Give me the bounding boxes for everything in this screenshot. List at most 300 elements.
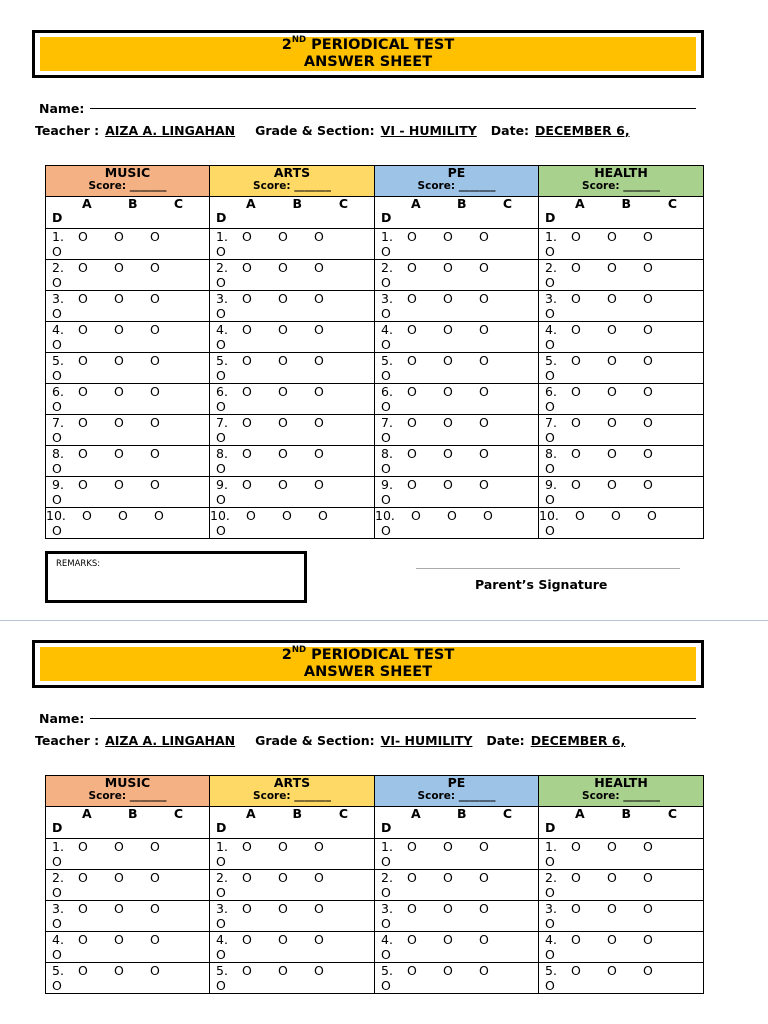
answer-bubbles [46, 446, 209, 461]
answer-bubble[interactable]: O [571, 291, 581, 306]
answer-bubble[interactable]: O [150, 477, 160, 492]
answer-bubble[interactable]: O [643, 839, 653, 854]
answer-bubble[interactable]: O [611, 508, 621, 523]
answer-bubble-d[interactable]: O [381, 337, 391, 352]
answer-bubble[interactable]: O [314, 322, 324, 337]
answer-item [375, 870, 539, 901]
item-number: 5. [545, 963, 557, 978]
answer-bubble[interactable]: O [643, 415, 653, 430]
answer-bubble-d[interactable]: O [52, 368, 62, 383]
answer-bubble[interactable]: O [443, 839, 453, 854]
answer-bubble[interactable]: O [118, 508, 128, 523]
answer-bubble[interactable]: O [443, 932, 453, 947]
answer-bubble[interactable]: O [571, 229, 581, 244]
answer-bubble[interactable]: O [407, 963, 417, 978]
answer-bubble[interactable]: O [150, 932, 160, 947]
answer-bubble[interactable]: O [78, 415, 88, 430]
answer-bubble[interactable]: O [407, 260, 417, 275]
answer-bubble[interactable]: O [643, 963, 653, 978]
answer-bubble[interactable]: O [443, 384, 453, 399]
answer-bubble[interactable]: O [150, 870, 160, 885]
answer-bubble[interactable]: O [407, 477, 417, 492]
score-field[interactable]: Score: _______ [417, 790, 496, 802]
answer-bubble[interactable]: O [278, 415, 288, 430]
answer-item [210, 508, 375, 539]
answer-bubble[interactable]: O [479, 901, 489, 916]
answer-bubble-d[interactable]: O [381, 947, 391, 962]
answer-bubble[interactable]: O [78, 446, 88, 461]
answer-bubble[interactable]: O [479, 322, 489, 337]
answer-bubble[interactable]: O [242, 260, 252, 275]
grade-section: VI- HUMILITY [380, 733, 473, 748]
answer-bubble[interactable]: O [242, 839, 252, 854]
answer-bubble-d[interactable]: O [216, 947, 226, 962]
answer-bubble[interactable]: O [114, 901, 124, 916]
answer-bubble-d[interactable]: O [381, 461, 391, 476]
answer-bubble[interactable]: O [150, 901, 160, 916]
answer-bubble[interactable]: O [407, 901, 417, 916]
answer-bubble-d[interactable]: O [381, 368, 391, 383]
answer-bubble[interactable]: O [242, 353, 252, 368]
answer-bubble[interactable]: O [282, 508, 292, 523]
answer-bubble-d[interactable]: O [545, 399, 555, 414]
answer-bubble[interactable]: O [443, 963, 453, 978]
answer-bubble[interactable]: O [607, 901, 617, 916]
answer-bubble[interactable]: O [407, 322, 417, 337]
answer-bubble[interactable]: O [407, 353, 417, 368]
answer-bubble-d[interactable]: O [52, 461, 62, 476]
answer-bubble[interactable]: O [78, 384, 88, 399]
answer-bubble[interactable]: O [479, 384, 489, 399]
answer-bubble[interactable]: O [242, 229, 252, 244]
answer-bubble[interactable]: O [607, 353, 617, 368]
answer-bubble-d[interactable]: O [545, 523, 555, 538]
answer-bubble[interactable]: O [607, 477, 617, 492]
answer-bubble[interactable]: O [407, 415, 417, 430]
answer-bubbles [375, 229, 538, 244]
answer-bubble[interactable]: O [607, 384, 617, 399]
answer-bubble[interactable]: O [479, 291, 489, 306]
answer-bubble[interactable]: O [242, 932, 252, 947]
item-number: 8. [52, 446, 64, 461]
answer-bubbles [46, 901, 209, 916]
answer-bubble[interactable]: O [242, 415, 252, 430]
answer-bubble[interactable]: O [242, 870, 252, 885]
answer-bubble[interactable]: O [643, 446, 653, 461]
answer-bubble-d[interactable]: O [216, 430, 226, 445]
answer-bubble[interactable]: O [643, 260, 653, 275]
answer-bubble-d[interactable]: O [52, 916, 62, 931]
answer-row [46, 932, 704, 963]
answer-bubble[interactable]: O [643, 291, 653, 306]
answer-bubble[interactable]: O [407, 839, 417, 854]
answer-bubble[interactable]: O [571, 477, 581, 492]
answer-bubble[interactable]: O [314, 870, 324, 885]
item-number: 2. [52, 870, 64, 885]
answer-bubble[interactable]: O [447, 508, 457, 523]
answer-bubble[interactable]: O [407, 932, 417, 947]
answer-bubble[interactable]: O [443, 353, 453, 368]
answer-bubble[interactable]: O [278, 901, 288, 916]
answer-bubble-d[interactable]: O [545, 492, 555, 507]
remarks-box[interactable]: REMARKS: [45, 551, 307, 603]
answer-bubble-d[interactable]: O [545, 244, 555, 259]
answer-bubble[interactable]: O [643, 384, 653, 399]
answer-bubble[interactable]: O [314, 415, 324, 430]
answer-bubble-d[interactable]: O [381, 306, 391, 321]
answer-bubble[interactable]: O [411, 508, 421, 523]
answer-bubble-d[interactable]: O [545, 885, 555, 900]
answer-bubble[interactable]: O [82, 508, 92, 523]
answer-bubble[interactable]: O [278, 446, 288, 461]
score-field[interactable]: Score: _______ [253, 790, 331, 802]
answer-bubble-d[interactable]: O [381, 399, 391, 414]
answer-bubble[interactable]: O [479, 260, 489, 275]
answer-row [46, 870, 704, 901]
answer-bubble-d[interactable]: O [52, 430, 62, 445]
answer-bubble[interactable]: O [114, 446, 124, 461]
answer-bubble[interactable]: O [78, 229, 88, 244]
answer-bubble[interactable]: O [407, 291, 417, 306]
answer-bubble[interactable]: O [314, 932, 324, 947]
answer-bubble[interactable]: O [114, 415, 124, 430]
answer-bubble[interactable]: O [607, 839, 617, 854]
answer-bubble[interactable]: O [607, 932, 617, 947]
answer-bubble[interactable]: O [479, 353, 489, 368]
answer-bubble[interactable]: O [647, 508, 657, 523]
answer-bubble[interactable]: O [607, 870, 617, 885]
answer-bubble-d[interactable]: O [52, 885, 62, 900]
answer-bubble[interactable]: O [78, 901, 88, 916]
answer-bubble[interactable]: O [643, 353, 653, 368]
answer-bubble[interactable]: O [314, 353, 324, 368]
answer-bubble-d[interactable]: O [216, 854, 226, 869]
answer-bubble[interactable]: O [154, 508, 164, 523]
answer-bubble[interactable]: O [150, 260, 160, 275]
answer-bubble[interactable]: O [314, 384, 324, 399]
answer-bubbles [46, 353, 209, 368]
answer-bubble[interactable]: O [150, 963, 160, 978]
answer-bubble[interactable]: O [643, 322, 653, 337]
choice-letters-abc [46, 807, 209, 821]
answer-bubble[interactable]: O [643, 477, 653, 492]
score-field[interactable]: Score: _______ [582, 180, 660, 192]
answer-bubble[interactable]: O [443, 260, 453, 275]
answer-bubble[interactable]: O [479, 932, 489, 947]
answer-bubble[interactable]: O [150, 384, 160, 399]
answer-bubble-d[interactable]: O [381, 978, 391, 993]
answer-item [46, 291, 210, 322]
answer-bubble-d[interactable]: O [381, 492, 391, 507]
answer-bubble-d[interactable]: O [216, 523, 226, 538]
answer-bubble[interactable]: O [607, 415, 617, 430]
answer-bubble[interactable]: O [443, 415, 453, 430]
answer-bubble[interactable]: O [607, 229, 617, 244]
answer-bubble-d[interactable]: O [545, 275, 555, 290]
answer-bubble[interactable]: O [114, 291, 124, 306]
answer-bubble[interactable]: O [114, 477, 124, 492]
answer-bubble[interactable]: O [78, 260, 88, 275]
choice-letter: A [82, 196, 92, 211]
choice-letter-d: D [381, 210, 392, 225]
answer-bubble[interactable]: O [571, 870, 581, 885]
answer-bubble-d[interactable]: O [216, 492, 226, 507]
answer-bubble[interactable]: O [78, 353, 88, 368]
answer-bubble[interactable]: O [479, 415, 489, 430]
answer-bubble[interactable]: O [150, 322, 160, 337]
item-number: 3. [52, 291, 64, 306]
answer-bubble[interactable]: O [114, 870, 124, 885]
answer-bubble[interactable]: O [114, 839, 124, 854]
answer-bubble[interactable]: O [407, 384, 417, 399]
answer-bubble[interactable]: O [443, 477, 453, 492]
answer-bubble[interactable]: O [571, 932, 581, 947]
answer-bubble[interactable]: O [575, 508, 585, 523]
answer-bubble[interactable]: O [314, 446, 324, 461]
answer-bubble[interactable]: O [571, 963, 581, 978]
answer-bubble[interactable]: O [314, 260, 324, 275]
answer-bubble-d[interactable]: O [216, 244, 226, 259]
answer-bubble[interactable]: O [114, 353, 124, 368]
answer-bubbles [210, 446, 374, 461]
answer-bubbles [46, 932, 209, 947]
answer-bubble[interactable]: O [314, 963, 324, 978]
choice-letter: C [667, 196, 677, 211]
answer-bubble-d[interactable]: O [381, 523, 391, 538]
answer-bubble-d[interactable]: O [216, 275, 226, 290]
answer-bubble[interactable]: O [150, 229, 160, 244]
answer-bubble[interactable]: O [242, 477, 252, 492]
answer-bubble[interactable]: O [114, 260, 124, 275]
answer-bubble-d[interactable]: O [381, 244, 391, 259]
answer-bubble-d[interactable]: O [216, 368, 226, 383]
answer-bubbles [375, 870, 538, 885]
name-field[interactable] [90, 108, 696, 109]
answer-bubble[interactable]: O [443, 229, 453, 244]
answer-bubble[interactable]: O [150, 353, 160, 368]
answer-bubble-d[interactable]: O [52, 854, 62, 869]
answer-bubble[interactable]: O [607, 963, 617, 978]
score-field[interactable]: Score: _______ [417, 180, 496, 192]
answer-item [375, 415, 539, 446]
answer-bubble[interactable]: O [571, 901, 581, 916]
answer-bubble-d[interactable]: O [216, 337, 226, 352]
name-label: Name: [39, 711, 85, 726]
answer-bubble[interactable]: O [643, 901, 653, 916]
answer-bubble-d[interactable]: O [52, 492, 62, 507]
answer-bubble[interactable]: O [571, 322, 581, 337]
answer-bubble-d[interactable]: O [216, 885, 226, 900]
answer-bubble-d[interactable]: O [216, 978, 226, 993]
answer-bubble-d[interactable]: O [216, 916, 226, 931]
answer-bubble[interactable]: O [78, 291, 88, 306]
answer-bubble[interactable]: O [314, 477, 324, 492]
choice-letter: A [575, 806, 585, 821]
answer-item [210, 353, 375, 384]
answer-bubble[interactable]: O [278, 322, 288, 337]
score-field[interactable]: Score: _______ [253, 180, 331, 192]
answer-bubble-d[interactable]: O [52, 947, 62, 962]
answer-bubble-d[interactable]: O [52, 399, 62, 414]
answer-bubble[interactable]: O [278, 229, 288, 244]
answer-bubble[interactable]: O [318, 508, 328, 523]
answer-bubble[interactable]: O [479, 963, 489, 978]
answer-bubble[interactable]: O [607, 260, 617, 275]
answer-bubble[interactable]: O [150, 446, 160, 461]
choice-letter: B [456, 196, 467, 211]
answer-item [210, 932, 375, 963]
answer-bubble-d[interactable]: O [545, 978, 555, 993]
answer-row [46, 901, 704, 932]
answer-bubble[interactable]: O [114, 384, 124, 399]
answer-bubble[interactable]: O [242, 322, 252, 337]
answer-bubble[interactable]: O [571, 260, 581, 275]
answer-bubble[interactable]: O [571, 446, 581, 461]
answer-bubble[interactable]: O [278, 932, 288, 947]
answer-bubble[interactable]: O [443, 446, 453, 461]
answer-bubble[interactable]: O [278, 839, 288, 854]
answer-bubble-d[interactable]: O [545, 368, 555, 383]
teacher-label: Teacher : [35, 123, 100, 138]
answer-bubble[interactable]: O [150, 415, 160, 430]
answer-bubble[interactable]: O [78, 870, 88, 885]
answer-bubble[interactable]: O [78, 963, 88, 978]
answer-bubble[interactable]: O [278, 477, 288, 492]
answer-bubble[interactable]: O [150, 291, 160, 306]
answer-bubble[interactable]: O [278, 260, 288, 275]
answer-bubbles [46, 839, 209, 854]
score-field[interactable]: Score: _______ [88, 790, 167, 802]
answer-bubble[interactable]: O [443, 870, 453, 885]
answer-bubble[interactable]: O [607, 291, 617, 306]
answer-bubble[interactable]: O [314, 901, 324, 916]
answer-bubble[interactable]: O [242, 963, 252, 978]
answer-bubble[interactable]: O [571, 384, 581, 399]
answer-bubble[interactable]: O [314, 291, 324, 306]
answer-bubble[interactable]: O [242, 384, 252, 399]
answer-bubble[interactable]: O [443, 322, 453, 337]
score-field[interactable]: Score: _______ [582, 790, 660, 802]
answer-bubble-d[interactable]: O [545, 306, 555, 321]
answer-bubble-d[interactable]: O [545, 947, 555, 962]
answer-bubble[interactable]: O [314, 229, 324, 244]
answer-bubble-d[interactable]: O [52, 978, 62, 993]
answer-bubble[interactable]: O [242, 446, 252, 461]
answer-bubble[interactable]: O [78, 322, 88, 337]
answer-bubble[interactable]: O [114, 963, 124, 978]
answer-bubble[interactable]: O [571, 353, 581, 368]
answer-bubble[interactable]: O [643, 229, 653, 244]
item-number: 1. [381, 839, 393, 854]
answer-bubble[interactable]: O [278, 870, 288, 885]
answer-bubble-d[interactable]: O [545, 337, 555, 352]
answer-bubble-d[interactable]: O [381, 430, 391, 445]
signature-line[interactable] [416, 568, 680, 569]
item-number: 5. [216, 963, 228, 978]
answer-bubble[interactable]: O [78, 932, 88, 947]
answer-bubble[interactable]: O [607, 446, 617, 461]
answer-item [46, 870, 210, 901]
answer-bubbles [539, 229, 703, 244]
answer-bubble[interactable]: O [407, 229, 417, 244]
answer-item [539, 229, 704, 260]
date-value: DECEMBER 6, [530, 733, 626, 748]
answer-bubble[interactable]: O [78, 477, 88, 492]
answer-bubble[interactable]: O [242, 291, 252, 306]
choice-letter: C [502, 806, 512, 821]
answer-bubble-d[interactable]: O [381, 275, 391, 290]
answer-bubble[interactable]: O [443, 291, 453, 306]
answer-bubble-d[interactable]: O [216, 399, 226, 414]
answer-bubble[interactable]: O [571, 839, 581, 854]
answer-bubble-d[interactable]: O [52, 523, 62, 538]
item-number: 2. [216, 870, 228, 885]
answer-bubble-d[interactable]: O [381, 854, 391, 869]
answer-bubble-d[interactable]: O [216, 306, 226, 321]
answer-bubble[interactable]: O [479, 446, 489, 461]
answer-bubble[interactable]: O [571, 415, 581, 430]
answer-bubble-d[interactable]: O [545, 854, 555, 869]
answer-item [210, 384, 375, 415]
answer-bubble[interactable]: O [278, 963, 288, 978]
score-field[interactable]: Score: _______ [88, 180, 167, 192]
answer-bubble[interactable]: O [278, 291, 288, 306]
answer-bubble[interactable]: O [643, 870, 653, 885]
answer-bubble[interactable]: O [479, 229, 489, 244]
answer-bubble-d[interactable]: O [52, 244, 62, 259]
answer-bubble[interactable]: O [242, 901, 252, 916]
answer-bubble[interactable]: O [246, 508, 256, 523]
answer-bubbles [210, 508, 374, 523]
answer-bubble[interactable]: O [114, 229, 124, 244]
answer-bubble[interactable]: O [443, 901, 453, 916]
choice-letter: C [173, 806, 183, 821]
choice-letters-row [46, 197, 704, 229]
subject-name: HEALTH [594, 165, 648, 180]
answer-bubble-d[interactable]: O [545, 430, 555, 445]
answer-bubble-d[interactable]: O [381, 916, 391, 931]
answer-bubble-d[interactable]: O [216, 461, 226, 476]
answer-bubble-d[interactable]: O [545, 916, 555, 931]
item-number: 4. [545, 322, 557, 337]
answer-bubbles [210, 963, 374, 978]
answer-bubble[interactable]: O [114, 932, 124, 947]
answer-bubble[interactable]: O [479, 870, 489, 885]
answer-bubble[interactable]: O [643, 932, 653, 947]
answer-bubble[interactable]: O [479, 839, 489, 854]
answer-bubble-d[interactable]: O [52, 306, 62, 321]
answer-bubble-d[interactable]: O [381, 885, 391, 900]
title-fill [40, 37, 696, 71]
answer-bubble-d[interactable]: O [52, 337, 62, 352]
answer-item [210, 415, 375, 446]
answer-bubble[interactable]: O [479, 477, 489, 492]
answer-bubble[interactable]: O [78, 839, 88, 854]
answer-bubble[interactable]: O [114, 322, 124, 337]
answer-bubble[interactable]: O [278, 353, 288, 368]
answer-bubble[interactable]: O [407, 446, 417, 461]
answer-bubble[interactable]: O [150, 839, 160, 854]
answer-bubble[interactable]: O [314, 839, 324, 854]
answer-bubble[interactable]: O [407, 870, 417, 885]
answer-bubble[interactable]: O [278, 384, 288, 399]
answer-bubble[interactable]: O [607, 322, 617, 337]
answer-item [46, 384, 210, 415]
answer-bubble-d[interactable]: O [52, 275, 62, 290]
answer-bubble-d[interactable]: O [545, 461, 555, 476]
name-field[interactable] [90, 718, 696, 719]
answer-bubble[interactable]: O [483, 508, 493, 523]
